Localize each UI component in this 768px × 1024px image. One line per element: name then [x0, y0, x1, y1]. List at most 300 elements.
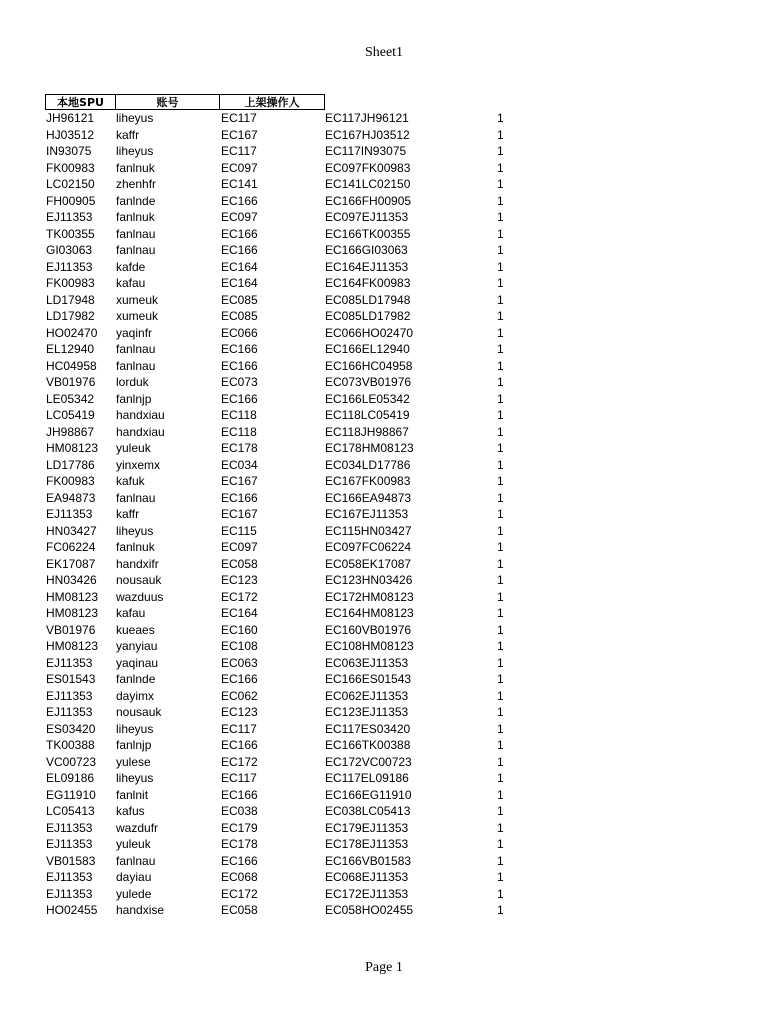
cell-operator: EC172 [221, 886, 258, 901]
cell-spu: EJ11353 [46, 820, 93, 835]
cell-operator: EC058 [221, 903, 258, 917]
cell-operator: EC085 [221, 292, 258, 307]
cell-account: fanlnau [116, 243, 156, 257]
table-row [45, 440, 515, 457]
cell-operator: EC178 [221, 837, 258, 851]
cell-spu: EJ11353 [46, 210, 93, 224]
cell-operator: EC172 [221, 754, 258, 769]
cell-operator: EC164 [221, 276, 258, 290]
cell-operator: EC097 [221, 160, 258, 175]
cell-key: EC066HO02470 [325, 325, 414, 340]
cell-operator: EC123 [221, 573, 258, 587]
cell-account: yuleuk [116, 441, 151, 455]
cell-spu: EJ11353 [46, 259, 93, 274]
cell-account: kueaes [116, 622, 155, 637]
cell-count: 1 [497, 886, 504, 901]
table-row [45, 292, 515, 309]
cell-account: fanlnau [116, 853, 156, 868]
table-row [45, 853, 515, 870]
cell-count: 1 [497, 375, 504, 389]
table-row [45, 259, 515, 276]
cell-spu: IN93075 [46, 144, 92, 158]
cell-spu: FC06224 [46, 540, 96, 554]
table-row [45, 490, 515, 507]
cell-spu: LC05419 [46, 408, 95, 422]
cell-key: EC166VB01583 [325, 853, 412, 868]
cell-spu: LD17786 [46, 457, 95, 472]
cell-spu: LD17982 [46, 309, 95, 323]
cell-operator: EC167 [221, 507, 258, 521]
cell-count: 1 [497, 210, 504, 224]
cell-key: EC063EJ11353 [325, 655, 409, 670]
cell-operator: EC160 [221, 622, 258, 637]
cell-operator: EC167 [221, 127, 258, 142]
cell-operator: EC097 [221, 210, 258, 224]
cell-operator: EC167 [221, 474, 258, 488]
cell-operator: EC117 [221, 721, 257, 736]
table-row [45, 193, 515, 210]
cell-account: liheyus [116, 523, 154, 538]
cell-operator: EC166 [221, 787, 258, 802]
cell-key: EC166LE05342 [325, 391, 410, 406]
cell-key: EC178EJ11353 [325, 837, 409, 851]
cell-spu: EJ11353 [46, 655, 93, 670]
cell-operator: EC115 [221, 523, 257, 538]
table-row [45, 374, 515, 391]
cell-count: 1 [497, 424, 504, 439]
cell-count: 1 [497, 243, 504, 257]
cell-key: EC118JH98867 [325, 424, 409, 439]
header-account: 账号 [115, 94, 220, 110]
cell-count: 1 [497, 606, 504, 620]
cell-spu: LE05342 [46, 391, 95, 406]
cell-operator: EC073 [221, 375, 258, 389]
cell-key: EC097FC06224 [325, 540, 412, 554]
cell-count: 1 [497, 408, 504, 422]
table-row [45, 556, 515, 573]
cell-count: 1 [497, 787, 504, 802]
cell-operator: EC108 [221, 639, 258, 653]
table-header [45, 94, 325, 110]
cell-spu: LD17948 [46, 292, 95, 307]
cell-operator: EC117 [221, 771, 257, 785]
cell-count: 1 [497, 804, 504, 818]
cell-spu: VC00723 [46, 754, 97, 769]
cell-account: kafau [116, 606, 146, 620]
cell-spu: EJ11353 [46, 837, 93, 851]
cell-count: 1 [497, 226, 504, 241]
cell-account: kafuk [116, 474, 145, 488]
header-operator: 上架操作人 [219, 94, 325, 110]
cell-spu: JH96121 [46, 111, 95, 125]
cell-account: wazduus [116, 589, 164, 604]
cell-count: 1 [497, 193, 504, 208]
table-row [45, 143, 515, 160]
cell-operator: EC085 [221, 309, 258, 323]
cell-key: EC167HJ03512 [325, 127, 410, 142]
cell-key: EC172HM08123 [325, 589, 414, 604]
cell-account: handxiau [116, 408, 165, 422]
cell-key: EC085LD17982 [325, 309, 411, 323]
cell-account: dayiau [116, 870, 152, 884]
cell-operator: EC097 [221, 540, 258, 554]
cell-count: 1 [497, 457, 504, 472]
cell-count: 1 [497, 391, 504, 406]
cell-count: 1 [497, 309, 504, 323]
table-row [45, 308, 515, 325]
cell-operator: EC166 [221, 193, 258, 208]
cell-count: 1 [497, 820, 504, 835]
cell-count: 1 [497, 127, 504, 142]
cell-count: 1 [497, 738, 504, 752]
cell-operator: EC166 [221, 672, 258, 686]
cell-account: fanlnuk [116, 210, 155, 224]
cell-count: 1 [497, 837, 504, 851]
cell-account: fanlnde [116, 672, 156, 686]
cell-spu: TK00355 [46, 226, 95, 241]
table-row [45, 407, 515, 424]
data-table-body [45, 110, 515, 919]
table-row [45, 770, 515, 787]
cell-spu: FH00905 [46, 193, 96, 208]
table-row [45, 638, 515, 655]
cell-spu: HO02470 [46, 325, 98, 340]
table-row [45, 473, 515, 490]
table-row [45, 391, 515, 408]
table-row [45, 176, 515, 193]
table-row [45, 424, 515, 441]
cell-key: EC062EJ11353 [325, 688, 409, 703]
table-row [45, 803, 515, 820]
cell-count: 1 [497, 655, 504, 670]
cell-spu: FK00983 [46, 474, 95, 488]
cell-spu: HM08123 [46, 441, 99, 455]
cell-count: 1 [497, 474, 504, 488]
cell-count: 1 [497, 754, 504, 769]
cell-account: yulese [116, 754, 151, 769]
cell-spu: VB01583 [46, 853, 96, 868]
cell-account: fanlnuk [116, 540, 155, 554]
cell-spu: HJ03512 [46, 127, 95, 142]
cell-spu: HM08123 [46, 589, 99, 604]
cell-spu: VB01976 [46, 622, 96, 637]
cell-count: 1 [497, 672, 504, 686]
table-row [45, 671, 515, 688]
table-row [45, 110, 515, 127]
cell-count: 1 [497, 556, 504, 571]
cell-key: EC164FK00983 [325, 276, 411, 290]
cell-key: EC164HM08123 [325, 606, 414, 620]
cell-key: EC097EJ11353 [325, 210, 409, 224]
cell-spu: HM08123 [46, 606, 99, 620]
cell-key: EC166EL12940 [325, 342, 410, 356]
cell-operator: EC166 [221, 490, 258, 505]
cell-key: EC166EA94873 [325, 490, 412, 505]
cell-spu: HN03426 [46, 573, 97, 587]
cell-count: 1 [497, 325, 504, 340]
cell-account: xumeuk [116, 292, 159, 307]
table-row [45, 787, 515, 804]
cell-spu: TK00388 [46, 738, 95, 752]
table-row [45, 160, 515, 177]
table-row [45, 523, 515, 540]
cell-key: EC179EJ11353 [325, 820, 409, 835]
table-row [45, 275, 515, 292]
cell-account: handxifr [116, 556, 159, 571]
cell-operator: EC166 [221, 342, 258, 356]
cell-spu: EL09186 [46, 771, 95, 785]
cell-key: EC058EK17087 [325, 556, 412, 571]
table-row [45, 622, 515, 639]
cell-account: fanlnjp [116, 391, 152, 406]
cell-count: 1 [497, 358, 504, 373]
cell-operator: EC038 [221, 804, 258, 818]
cell-operator: EC166 [221, 391, 258, 406]
cell-key: EC034LD17786 [325, 457, 411, 472]
table-row [45, 358, 515, 375]
cell-key: EC172VC00723 [325, 754, 412, 769]
cell-operator: EC058 [221, 556, 258, 571]
table-row [45, 127, 515, 144]
cell-operator: EC172 [221, 589, 258, 604]
cell-account: nousauk [116, 573, 162, 587]
cell-account: kaffr [116, 507, 140, 521]
cell-spu: ES01543 [46, 672, 96, 686]
cell-key: EC073VB01976 [325, 375, 412, 389]
cell-key: EC123HN03426 [325, 573, 413, 587]
cell-spu: ES03420 [46, 721, 96, 736]
cell-key: EC068EJ11353 [325, 870, 409, 884]
table-row [45, 506, 515, 523]
table-row [45, 242, 515, 259]
cell-key: EC178HM08123 [325, 441, 414, 455]
cell-operator: EC166 [221, 853, 258, 868]
cell-account: yaqinau [116, 655, 159, 670]
cell-key: EC166EG11910 [325, 787, 412, 802]
cell-operator: EC066 [221, 325, 258, 340]
cell-key: EC166FH00905 [325, 193, 412, 208]
cell-spu: VB01976 [46, 375, 96, 389]
cell-operator: EC166 [221, 358, 258, 373]
cell-key: EC115HN03427 [325, 523, 412, 538]
cell-count: 1 [497, 705, 504, 719]
cell-count: 1 [497, 870, 504, 884]
cell-account: fanlnit [116, 787, 149, 802]
cell-spu: HN03427 [46, 523, 97, 538]
cell-operator: EC118 [221, 424, 257, 439]
cell-key: EC166TK00388 [325, 738, 411, 752]
cell-key: EC038LC05413 [325, 804, 411, 818]
cell-spu: LC02150 [46, 177, 95, 191]
cell-operator: EC141 [221, 177, 258, 191]
cell-account: fanlnau [116, 490, 156, 505]
cell-spu: JH98867 [46, 424, 95, 439]
table-row [45, 209, 515, 226]
cell-account: handxise [116, 903, 165, 917]
cell-count: 1 [497, 771, 504, 785]
cell-spu: EG11910 [46, 787, 96, 802]
table-row [45, 457, 515, 474]
cell-spu: EJ11353 [46, 886, 93, 901]
cell-spu: EL12940 [46, 342, 95, 356]
cell-account: dayimx [116, 688, 155, 703]
cell-account: yaqinfr [116, 325, 153, 340]
table-row [45, 704, 515, 721]
cell-operator: EC178 [221, 441, 258, 455]
cell-key: EC166HC04958 [325, 358, 413, 373]
cell-count: 1 [497, 144, 504, 158]
cell-count: 1 [497, 540, 504, 554]
cell-operator: EC117 [221, 111, 257, 125]
cell-count: 1 [497, 903, 504, 917]
cell-account: liheyus [116, 771, 154, 785]
cell-operator: EC118 [221, 408, 257, 422]
cell-account: wazdufr [116, 820, 159, 835]
table-row [45, 836, 515, 853]
cell-count: 1 [497, 721, 504, 736]
table-row [45, 754, 515, 771]
cell-key: EC172EJ11353 [325, 886, 409, 901]
cell-key: EC167FK00983 [325, 474, 411, 488]
table-row [45, 539, 515, 556]
cell-count: 1 [497, 111, 504, 125]
cell-operator: EC063 [221, 655, 258, 670]
cell-spu: GI03063 [46, 243, 93, 257]
cell-account: xumeuk [116, 309, 159, 323]
cell-account: kafde [116, 259, 146, 274]
cell-account: kafus [116, 804, 145, 818]
cell-operator: EC166 [221, 243, 258, 257]
cell-key: EC166GI03063 [325, 243, 408, 257]
table-row [45, 902, 515, 919]
cell-account: fanlnau [116, 358, 156, 373]
cell-account: fanlnuk [116, 160, 155, 175]
cell-count: 1 [497, 507, 504, 521]
cell-count: 1 [497, 441, 504, 455]
cell-count: 1 [497, 177, 504, 191]
cell-account: kafau [116, 276, 146, 290]
cell-key: EC117JH96121 [325, 111, 409, 125]
cell-key: EC085LD17948 [325, 292, 411, 307]
table-row [45, 869, 515, 886]
cell-account: liheyus [116, 144, 154, 158]
cell-key: EC117EL09186 [325, 771, 409, 785]
cell-spu: HM08123 [46, 639, 99, 653]
page-footer: Page 1 [365, 960, 403, 975]
cell-count: 1 [497, 160, 504, 175]
cell-account: liheyus [116, 111, 154, 125]
cell-operator: EC179 [221, 820, 258, 835]
cell-count: 1 [497, 490, 504, 505]
cell-account: yanyiau [116, 639, 158, 653]
cell-key: EC123EJ11353 [325, 705, 409, 719]
cell-spu: LC05413 [46, 804, 95, 818]
cell-count: 1 [497, 259, 504, 274]
cell-operator: EC166 [221, 226, 258, 241]
cell-spu: HO02455 [46, 903, 98, 917]
cell-operator: EC164 [221, 606, 258, 620]
cell-spu: EJ11353 [46, 688, 93, 703]
cell-spu: HC04958 [46, 358, 97, 373]
cell-key: EC164EJ11353 [325, 259, 409, 274]
cell-count: 1 [497, 622, 504, 637]
cell-operator: EC123 [221, 705, 258, 719]
cell-spu: FK00983 [46, 160, 95, 175]
table-row [45, 572, 515, 589]
table-row [45, 605, 515, 622]
cell-account: yuleuk [116, 837, 151, 851]
table-row [45, 341, 515, 358]
cell-key: EC166ES01543 [325, 672, 412, 686]
cell-count: 1 [497, 589, 504, 604]
cell-count: 1 [497, 523, 504, 538]
cell-spu: FK00983 [46, 276, 95, 290]
cell-account: yinxemx [116, 457, 161, 472]
cell-account: kaffr [116, 127, 140, 142]
cell-key: EC141LC02150 [325, 177, 411, 191]
cell-spu: EJ11353 [46, 705, 93, 719]
table-row [45, 886, 515, 903]
sheet-title: Sheet1 [364, 45, 404, 60]
cell-key: EC108HM08123 [325, 639, 414, 653]
cell-account: liheyus [116, 721, 154, 736]
cell-account: handxiau [116, 424, 165, 439]
cell-operator: EC034 [221, 457, 258, 472]
cell-key: EC167EJ11353 [325, 507, 409, 521]
cell-key: EC117IN93075 [325, 144, 407, 158]
cell-account: fanlnde [116, 193, 156, 208]
cell-spu: EJ11353 [46, 870, 93, 884]
table-row [45, 655, 515, 672]
cell-account: fanlnau [116, 226, 156, 241]
table-row [45, 325, 515, 342]
table-row [45, 226, 515, 243]
cell-account: yulede [116, 886, 152, 901]
cell-account: lorduk [116, 375, 149, 389]
cell-count: 1 [497, 639, 504, 653]
cell-operator: EC117 [221, 144, 257, 158]
cell-operator: EC068 [221, 870, 258, 884]
cell-count: 1 [497, 573, 504, 587]
header-spu: 本地SPU [45, 94, 116, 110]
cell-count: 1 [497, 853, 504, 868]
cell-spu: EJ11353 [46, 507, 93, 521]
table-row [45, 820, 515, 837]
cell-count: 1 [497, 688, 504, 703]
cell-operator: EC164 [221, 259, 258, 274]
cell-account: fanlnau [116, 342, 156, 356]
cell-spu: EA94873 [46, 490, 96, 505]
cell-key: EC166TK00355 [325, 226, 411, 241]
cell-spu: EK17087 [46, 556, 96, 571]
cell-account: fanlnjp [116, 738, 152, 752]
cell-account: nousauk [116, 705, 162, 719]
table-row [45, 688, 515, 705]
cell-key: EC160VB01976 [325, 622, 412, 637]
cell-operator: EC062 [221, 688, 258, 703]
cell-operator: EC166 [221, 738, 258, 752]
cell-key: EC058HO02455 [325, 903, 414, 917]
cell-key: EC097FK00983 [325, 160, 411, 175]
cell-key: EC118LC05419 [325, 408, 410, 422]
cell-account: zhenhfr [116, 177, 157, 191]
cell-count: 1 [497, 342, 504, 356]
cell-key: EC117ES03420 [325, 721, 411, 736]
table-row [45, 589, 515, 606]
cell-count: 1 [497, 292, 504, 307]
table-row [45, 721, 515, 738]
cell-count: 1 [497, 276, 504, 290]
